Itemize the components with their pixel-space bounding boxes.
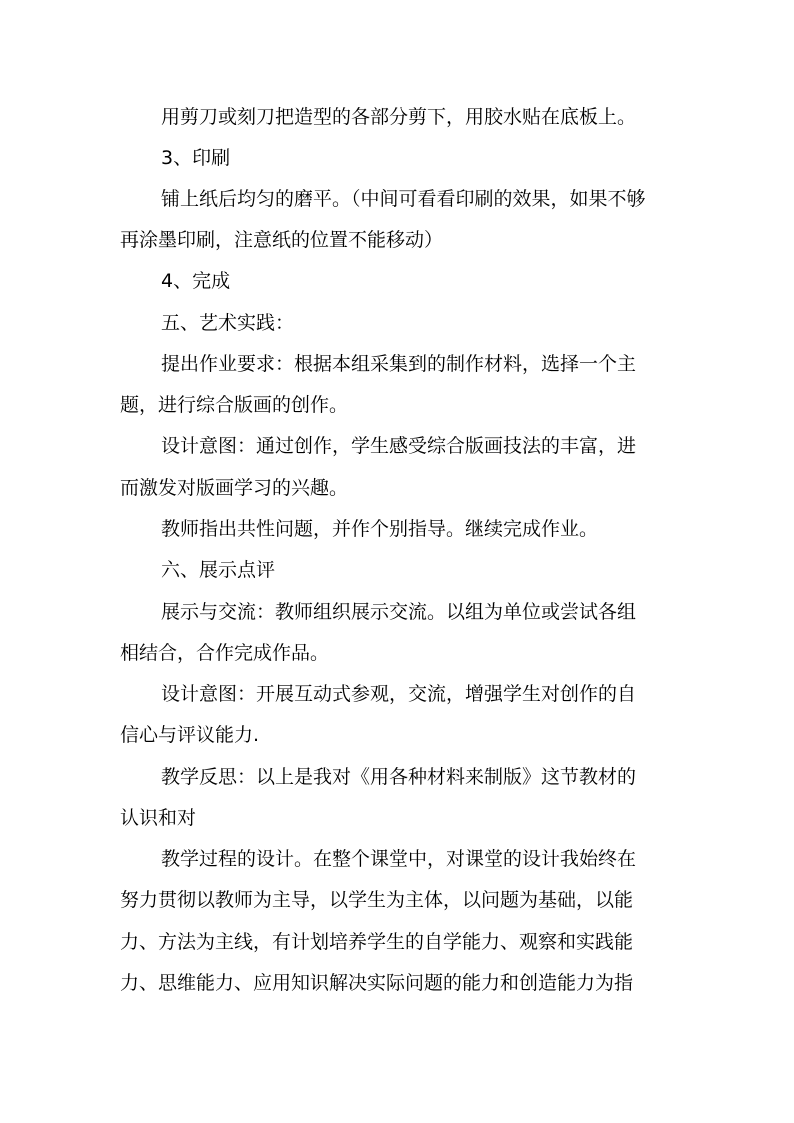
paragraph-line: 力、思维能力、应用知识解决实际问题的能力和创造能力为指 <box>120 972 634 994</box>
paragraph-line: 信心与评议能力. <box>120 724 260 746</box>
section-heading-six: 六、展示点评 <box>161 559 276 581</box>
paragraph-line: 铺上纸后均匀的磨平。（中间可看看印刷的效果，如果不够 <box>161 188 646 210</box>
paragraph-line: 认识和对 <box>120 807 197 829</box>
paragraph-line: 用剪刀或刻刀把造型的各部分剪下，用胶水贴在底板上。 <box>161 106 637 128</box>
paragraph-line: 力、方法为主线，有计划培养学生的自学能力、观察和实践能 <box>120 931 634 953</box>
paragraph-line: 努力贯彻以教师为主导，以学生为主体，以问题为基础，以能 <box>120 889 634 911</box>
section-heading-3: 3、印刷 <box>161 147 231 169</box>
paragraph-line: 相结合，合作完成作品。 <box>120 642 330 664</box>
paragraph-line: 教学反思：以上是我对《用各种材料来制版》这节教材的 <box>161 766 637 788</box>
paragraph-line: 而激发对版画学习的兴趣。 <box>120 477 349 499</box>
section-heading-4: 4、完成 <box>161 270 231 292</box>
paragraph-line: 提出作业要求：根据本组采集到的制作材料，选择一个主 <box>161 353 637 375</box>
paragraph-line: 教师指出共性问题，并作个别指导。继续完成作业。 <box>161 518 599 540</box>
paragraph-line: 再涂墨印刷，注意纸的位置不能移动） <box>120 229 444 251</box>
paragraph-line: 设计意图：开展互动式参观，交流，增强学生对创作的自 <box>161 683 637 705</box>
paragraph-line: 题，进行综合版画的创作。 <box>120 394 349 416</box>
paragraph-line: 展示与交流：教师组织展示交流。以组为单位或尝试各组 <box>161 601 637 623</box>
section-heading-five: 五、艺术实践： <box>161 312 295 334</box>
paragraph-line: 设计意图：通过创作，学生感受综合版画技法的丰富，进 <box>161 435 637 457</box>
paragraph-line: 教学过程的设计。在整个课堂中，对课堂的设计我始终在 <box>161 848 637 870</box>
